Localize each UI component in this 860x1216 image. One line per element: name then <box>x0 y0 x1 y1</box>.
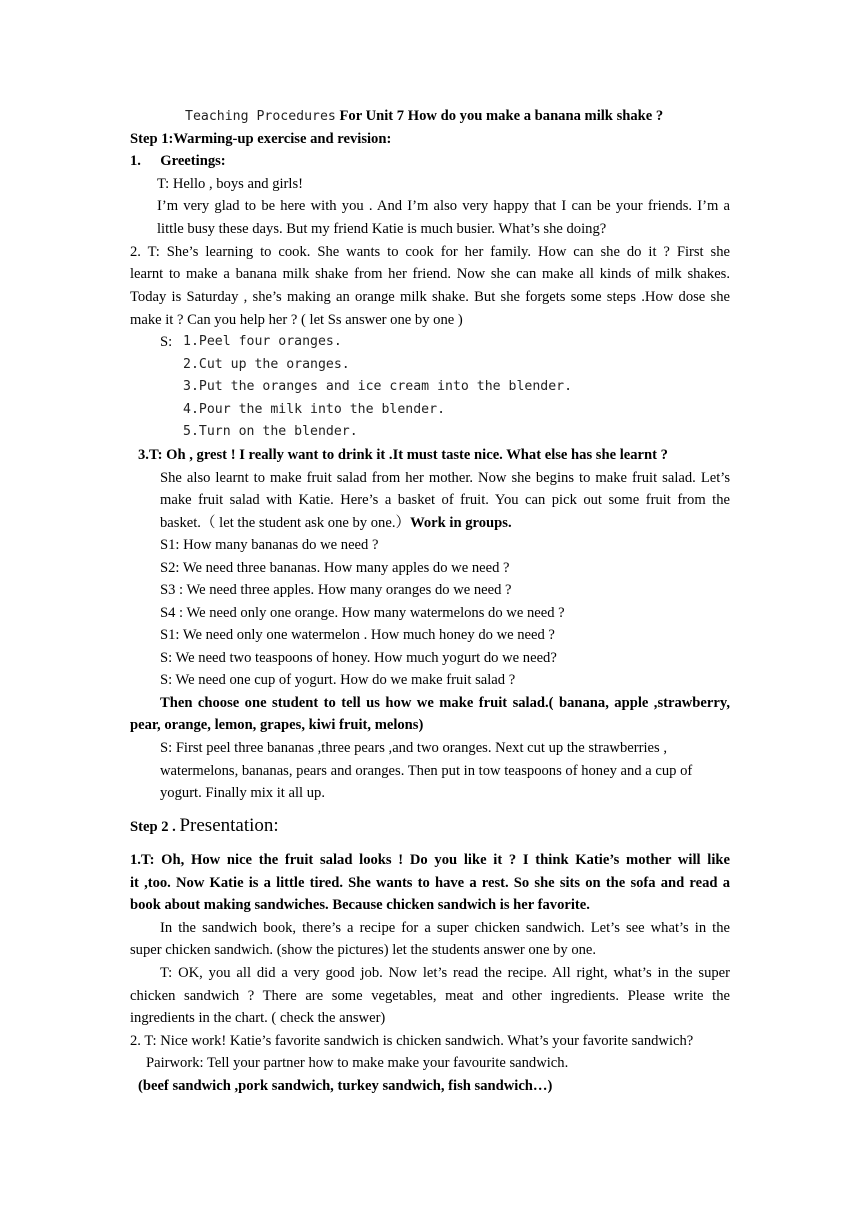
paragraph-line <box>160 514 512 532</box>
title-prefix: Teaching Procedures <box>185 109 336 124</box>
step-item: 1.Peel four oranges. <box>183 334 342 349</box>
paragraph-line: I’m very glad to be here with you . And I’m also very happy that I can be your friends. I’m a <box>157 198 730 214</box>
step-item: 4.Pour the milk into the blender. <box>183 402 446 417</box>
paragraph-line: learnt to make a banana milk shake from her friend. Now she can make all kinds of milk shakes. <box>130 266 730 282</box>
step2-title: Presentation: <box>179 815 279 836</box>
paragraph-line: T: OK, you all did a very good job. Now let’s read the recipe. All right, what’s in the super <box>160 965 730 981</box>
work-in-groups: Work in groups. <box>410 515 512 531</box>
paragraph-text: basket.（ let the student ask one by one.） <box>160 515 411 531</box>
teacher-hello: T: Hello , boys and girls! <box>157 176 304 192</box>
paragraph-line: super chicken sandwich. (show the pictures) let the students answer one by one. <box>130 942 597 958</box>
greetings-item <box>130 152 226 170</box>
paragraph-line: 2. T: She’s learning to cook. She wants to cook for her family. How can she do it ? First she <box>130 244 730 260</box>
paragraph-line: little busy these days. But my friend Katie is much busier. What’s she doing? <box>157 221 607 237</box>
paragraph-line: make it ? Can you help her ? ( let Ss answer one by one ) <box>130 312 463 328</box>
item3-heading: 3.T: Oh , grest ! I really want to drink it .It must taste nice. What else has she learnt ? <box>138 447 668 463</box>
step2-heading <box>130 814 279 839</box>
step-item: 5.Turn on the blender. <box>183 424 358 439</box>
paragraph-line: 2. T: Nice work! Katie’s favorite sandwich is chicken sandwich. What’s your favorite sandwich? <box>130 1033 694 1049</box>
answer-line: watermelons, bananas, pears and oranges. Then put in tow teaspoons of honey and a cup of <box>160 763 693 779</box>
dialogue-line: S1: How many bananas do we need ? <box>160 537 379 553</box>
title-main: For Unit 7 How do you make a banana milk shake ? <box>339 108 664 124</box>
sandwich-examples: (beef sandwich ,pork sandwich, turkey sandwich, fish sandwich…) <box>138 1078 553 1094</box>
greetings-label: Greetings: <box>160 153 226 169</box>
paragraph-line: ingredients in the chart. ( check the answer) <box>130 1010 386 1026</box>
step1-heading: Step 1:Warming-up exercise and revision: <box>130 131 392 147</box>
bold-paragraph-line: book about making sandwiches. Because chicken sandwich is her favorite. <box>130 897 590 913</box>
instruction-line: Then choose one student to tell us how we make fruit salad.( banana, apple ,strawberry, <box>160 695 730 711</box>
paragraph-line: In the sandwich book, there’s a recipe for a super chicken sandwich. Let’s see what’s in the <box>160 920 730 936</box>
answer-line: S: First peel three bananas ,three pears ,and two oranges. Next cut up the strawberries , <box>160 740 667 756</box>
dialogue-line: S1: We need only one watermelon . How much honey do we need ? <box>160 627 555 643</box>
dialogue-line: S3 : We need three apples. How many oranges do we need ? <box>160 582 512 598</box>
dialogue-line: S: We need two teaspoons of honey. How much yogurt do we need? <box>160 650 557 666</box>
item-number: 1. <box>130 153 141 169</box>
document-title <box>185 107 663 126</box>
student-label: S: <box>160 334 173 350</box>
paragraph-line: Today is Saturday , she’s making an orange milk shake. But she forgets some steps .How dose she <box>130 289 730 305</box>
paragraph-line: chicken sandwich ? There are some vegetables, meat and other ingredients. Please write the <box>130 988 730 1004</box>
bold-paragraph-line: it ,too. Now Katie is a little tired. She wants to have a rest. So she sits on the sofa and read a <box>130 875 730 891</box>
dialogue-line: S: We need one cup of yogurt. How do we make fruit salad ? <box>160 672 516 688</box>
dialogue-line: S2: We need three bananas. How many apples do we need ? <box>160 560 510 576</box>
answer-line: yogurt. Finally mix it all up. <box>160 785 325 801</box>
instruction-line: pear, orange, lemon, grapes, kiwi fruit, melons) <box>130 717 424 733</box>
bold-paragraph-line: 1.T: Oh, How nice the fruit salad looks ! Do you like it ? I think Katie’s mother will like <box>130 852 730 868</box>
step2-prefix: Step 2 . <box>130 819 176 835</box>
step-item: 3.Put the oranges and ice cream into the blender. <box>183 379 573 394</box>
dialogue-line: S4 : We need only one orange. How many watermelons do we need ? <box>160 605 565 621</box>
step-item: 2.Cut up the oranges. <box>183 357 350 372</box>
pairwork-line: Pairwork: Tell your partner how to make make your favourite sandwich. <box>146 1055 569 1071</box>
paragraph-line: She also learnt to make fruit salad from her mother. Now she begins to make fruit salad. Let’s <box>160 470 730 486</box>
paragraph-line: make fruit salad with Katie. Here’s a basket of fruit. You can pick out some fruit from the <box>160 492 730 508</box>
